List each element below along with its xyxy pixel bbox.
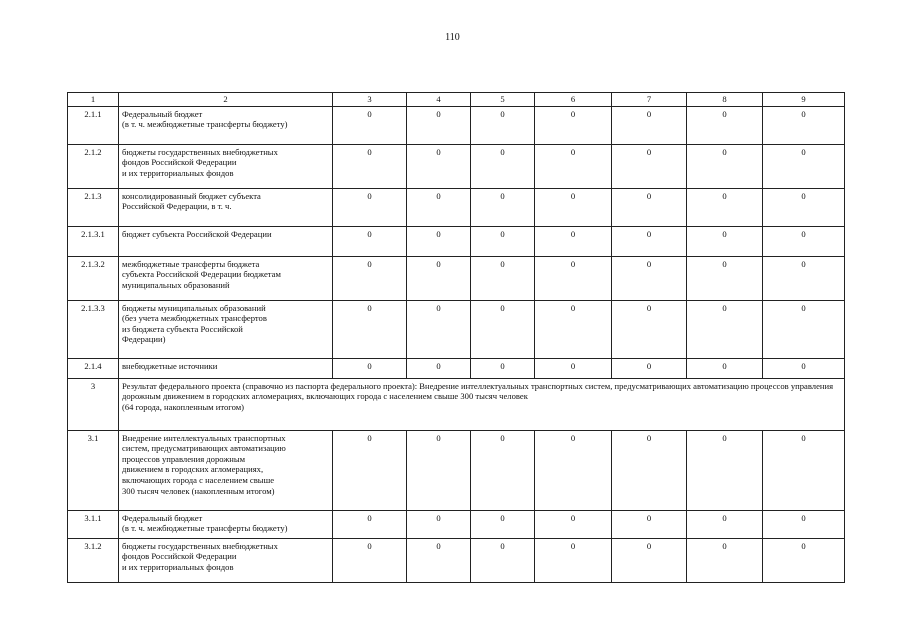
header-cell: 4	[407, 93, 471, 107]
row-number: 2.1.1	[68, 106, 119, 144]
header-cell: 1	[68, 93, 119, 107]
value-cell: 0	[471, 358, 535, 378]
value-cell: 0	[407, 510, 471, 538]
value-cell: 0	[407, 300, 471, 358]
value-cell: 0	[612, 510, 687, 538]
row-number: 2.1.3.3	[68, 300, 119, 358]
table-row	[68, 188, 845, 226]
value-cell: 0	[471, 538, 535, 582]
value-cell: 0	[333, 226, 407, 256]
value-cell: 0	[333, 300, 407, 358]
value-cell: 0	[687, 538, 763, 582]
row-name: бюджеты муниципальных образований (без учета межбюджетных трансфертов из бюджета субъекта Российской Федерации)	[119, 300, 333, 358]
value-cell: 0	[535, 358, 612, 378]
table-row	[68, 510, 845, 538]
value-cell: 0	[763, 430, 845, 510]
value-cell: 0	[687, 300, 763, 358]
value-cell: 0	[763, 358, 845, 378]
value-cell: 0	[763, 300, 845, 358]
value-cell: 0	[763, 106, 845, 144]
table-row	[68, 256, 845, 300]
value-cell: 0	[407, 358, 471, 378]
row-number: 2.1.2	[68, 144, 119, 188]
value-cell: 0	[763, 144, 845, 188]
value-cell: 0	[535, 106, 612, 144]
table-row	[68, 144, 845, 188]
row-name: внебюджетные источники	[119, 358, 333, 378]
value-cell: 0	[612, 188, 687, 226]
value-cell: 0	[687, 188, 763, 226]
value-cell: 0	[612, 430, 687, 510]
value-cell: 0	[535, 188, 612, 226]
value-cell: 0	[407, 226, 471, 256]
value-cell: 0	[407, 538, 471, 582]
value-cell: 0	[687, 144, 763, 188]
table-row	[68, 226, 845, 256]
row-name: бюджет субъекта Российской Федерации	[119, 226, 333, 256]
row-name: бюджеты государственных внебюджетных фондов Российской Федерации и их территориальных фондов	[119, 144, 333, 188]
value-cell: 0	[333, 510, 407, 538]
value-cell: 0	[407, 106, 471, 144]
row-name: Федеральный бюджет (в т. ч. межбюджетные трансферты бюджету)	[119, 510, 333, 538]
value-cell: 0	[612, 538, 687, 582]
page-number: 110	[445, 32, 460, 43]
value-cell: 0	[687, 358, 763, 378]
value-cell: 0	[407, 430, 471, 510]
header-cell: 7	[612, 93, 687, 107]
row-name: межбюджетные трансферты бюджета субъекта Российской Федерации бюджетам муниципальных образований	[119, 256, 333, 300]
value-cell: 0	[687, 106, 763, 144]
value-cell: 0	[535, 256, 612, 300]
table-row	[68, 300, 845, 358]
header-cell: 8	[687, 93, 763, 107]
value-cell: 0	[535, 226, 612, 256]
header-cell: 6	[535, 93, 612, 107]
table-row	[68, 358, 845, 378]
value-cell: 0	[687, 226, 763, 256]
value-cell: 0	[333, 188, 407, 226]
section-row	[68, 378, 845, 430]
section-text: Результат федерального проекта (справочно из паспорта федерального проекта): Внедрение интеллектуальных транспортных систем, предусматривающих автоматизацию процессов управления дорожным движением в городских агломерациях, включающих города с населением свыше 300 тысяч человек (64 города, накопленным итогом)	[119, 378, 845, 430]
value-cell: 0	[763, 256, 845, 300]
value-cell: 0	[763, 538, 845, 582]
section-number: 3	[68, 378, 119, 430]
value-cell: 0	[687, 256, 763, 300]
value-cell: 0	[471, 144, 535, 188]
value-cell: 0	[333, 538, 407, 582]
value-cell: 0	[535, 510, 612, 538]
value-cell: 0	[535, 538, 612, 582]
row-name: Внедрение интеллектуальных транспортных систем, предусматривающих автоматизацию процессов управления дорожным движением в городских агломерациях, включающих города с населением свыше 300 тысяч человек (накопленным итогом)	[119, 430, 333, 510]
value-cell: 0	[471, 510, 535, 538]
value-cell: 0	[333, 144, 407, 188]
value-cell: 0	[763, 188, 845, 226]
value-cell: 0	[471, 256, 535, 300]
value-cell: 0	[333, 256, 407, 300]
value-cell: 0	[471, 300, 535, 358]
row-number: 2.1.4	[68, 358, 119, 378]
value-cell: 0	[763, 510, 845, 538]
value-cell: 0	[535, 144, 612, 188]
row-name: Федеральный бюджет (в т. ч. межбюджетные трансферты бюджету)	[119, 106, 333, 144]
value-cell: 0	[407, 256, 471, 300]
value-cell: 0	[612, 256, 687, 300]
value-cell: 0	[612, 106, 687, 144]
value-cell: 0	[471, 106, 535, 144]
header-cell: 2	[119, 93, 333, 107]
value-cell: 0	[612, 300, 687, 358]
value-cell: 0	[612, 144, 687, 188]
value-cell: 0	[333, 106, 407, 144]
row-number: 2.1.3	[68, 188, 119, 226]
value-cell: 0	[687, 510, 763, 538]
row-name: консолидированный бюджет субъекта Российской Федерации, в т. ч.	[119, 188, 333, 226]
value-cell: 0	[535, 300, 612, 358]
value-cell: 0	[407, 188, 471, 226]
value-cell: 0	[612, 358, 687, 378]
row-number: 3.1.2	[68, 538, 119, 582]
value-cell: 0	[687, 430, 763, 510]
row-name: бюджеты государственных внебюджетных фондов Российской Федерации и их территориальных фондов	[119, 538, 333, 582]
value-cell: 0	[333, 430, 407, 510]
value-cell: 0	[612, 226, 687, 256]
table-row	[68, 538, 845, 582]
budget-table	[67, 92, 845, 583]
value-cell: 0	[471, 430, 535, 510]
table-row	[68, 106, 845, 144]
row-number: 2.1.3.1	[68, 226, 119, 256]
header-cell: 5	[471, 93, 535, 107]
table-body	[68, 93, 845, 583]
row-number: 3.1.1	[68, 510, 119, 538]
value-cell: 0	[471, 188, 535, 226]
header-row	[68, 93, 845, 107]
value-cell: 0	[333, 358, 407, 378]
value-cell: 0	[763, 226, 845, 256]
header-cell: 9	[763, 93, 845, 107]
row-number: 2.1.3.2	[68, 256, 119, 300]
value-cell: 0	[535, 430, 612, 510]
table-row	[68, 430, 845, 510]
header-cell: 3	[333, 93, 407, 107]
row-number: 3.1	[68, 430, 119, 510]
value-cell: 0	[407, 144, 471, 188]
value-cell: 0	[471, 226, 535, 256]
